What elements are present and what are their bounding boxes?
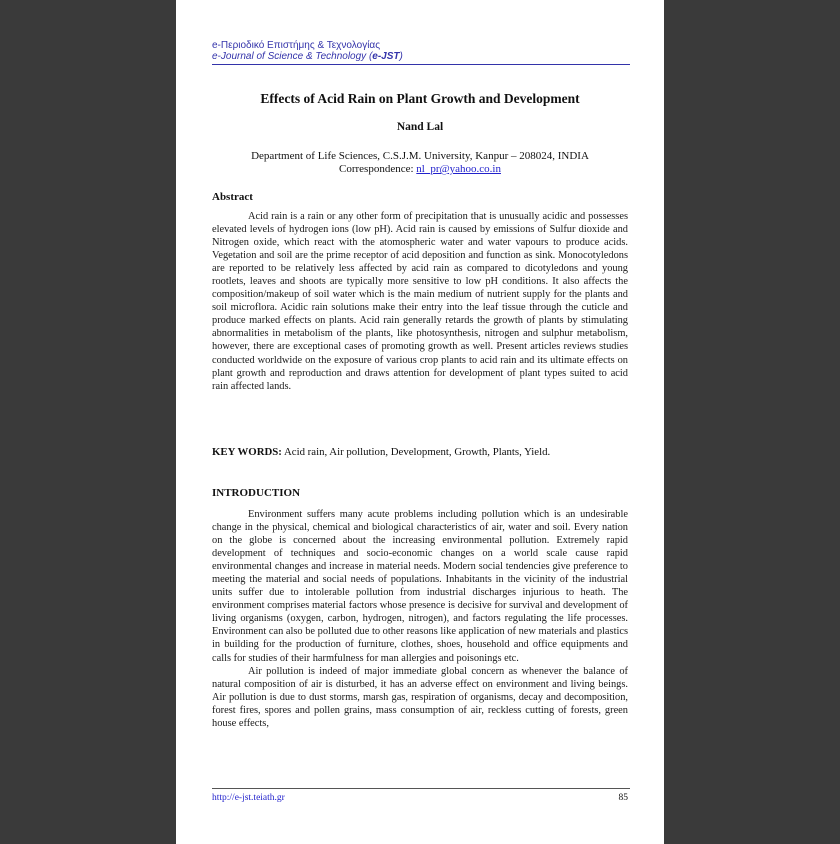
abstract-body	[212, 210, 628, 393]
journal-name-english-suffix: )	[399, 51, 403, 62]
keywords-text: Acid rain, Air pollution, Development, Growth, Plants, Yield.	[281, 446, 551, 458]
keywords-line	[212, 446, 628, 458]
correspondence-label: Correspondence:	[339, 163, 417, 175]
journal-name-greek: e-Περιοδικό Επιστήμης & Τεχνολογίας	[212, 40, 381, 51]
journal-name-english-prefix: e-Journal of Science & Technology (	[212, 51, 373, 62]
keywords-label: KEY WORDS:	[212, 446, 282, 458]
abstract-heading: Abstract	[212, 191, 253, 203]
footer-url-link[interactable]: http://e-jst.teiath.gr	[212, 793, 285, 803]
page-number: 85	[618, 793, 628, 803]
correspondence-email-link[interactable]: nl_pr@yahoo.co.in	[416, 163, 501, 175]
journal-name-english	[212, 51, 628, 62]
footer-rule	[212, 788, 630, 789]
introduction-paragraph-1: Environment suffers many acute problems including pollution which is an undesirable change in the physical, chemical and biological characteristics of air, water and soil. Every nation on the globe is concerned about the increasing environmental pollution. Extremely rapid development of techniques and socio-economic changes on a world scale cause rapid environmental changes and increase in material needs. Modern social tendencies give preference to meeting the material and social needs of populations. Inhabitants in the vicinity of the industrial units suffer due to intolerable pollution from industrial discharges injurious to heath. The environment comprises material factors whose presence is decisive for survival and development of living organisms (oxygen, carbon, hydrogen, nitrogen), and factors regulating the life processes. Environment can also be polluted due to other reasons like application of new materials and plastics in building for the production of furniture, clothes, shoes, household and office equipments and calls for studies of their harmfulness for man allergies and poisonings etc.	[212, 509, 628, 664]
introduction-body	[212, 508, 628, 730]
journal-brand: e-JST	[372, 51, 400, 62]
article-title: Effects of Acid Rain on Plant Growth and Development	[260, 91, 580, 106]
document-page	[176, 0, 664, 844]
introduction-heading: INTRODUCTION	[212, 487, 301, 499]
correspondence-line	[212, 163, 628, 176]
abstract-paragraph: Acid rain is a rain or any other form of precipitation that is unusually acidic and possesses elevated levels of hydrogen ions (low pH). Acid rain is caused by emissions of Sulfur dioxide and Nitrogen oxide, which react with the atomospheric water and water vapours to produce acids. Vegetation and soil are the prime receptor of acid deposition and function as sink. Monocotyledons are reported to be relatively less affected by acid rain as compared to dicotyledons and young rootlets, leaves and shoots are typically more sensitive to low pH conditions. It also affects the composition/makeup of soil water which is the main medium of nutrient supply for the plants and soil microflora. Acidic rain solutions make their entry into the leaf tissue through the cuticle and produce marked effects on plants. Acid rain generally retards the growth of plants by stimulating abnormalities in metabolism of the plants, like photosynthesis, nitrogen and sulphur metabolism, however, there are exceptional cases of promoting growth as well. Present articles reviews studies conducted worldwide on the exposure of various crop plants to acid rain and its ultimate effects on plant growth and reproduction and draws attention for development of plant types suited to acid rain affected lands.	[212, 211, 628, 392]
article-author: Nand Lal	[396, 121, 444, 133]
journal-header	[212, 40, 628, 62]
header-rule	[212, 64, 630, 65]
introduction-paragraph-2: Air pollution is indeed of major immediate global concern as whenever the balance of natural composition of air is disturbed, it has an adverse effect on environment and living beings. Air pollution is due to dust storms, marsh gas, respiration of organisms, decay and decomposition, forest fires, spores and pollen grains, mass consumption of air, reckless cutting of forests, green house effects,	[212, 665, 628, 729]
author-affiliation	[212, 150, 628, 176]
affiliation-line: Department of Life Sciences, C.S.J.M. University, Kanpur – 208024, INDIA	[251, 150, 589, 162]
